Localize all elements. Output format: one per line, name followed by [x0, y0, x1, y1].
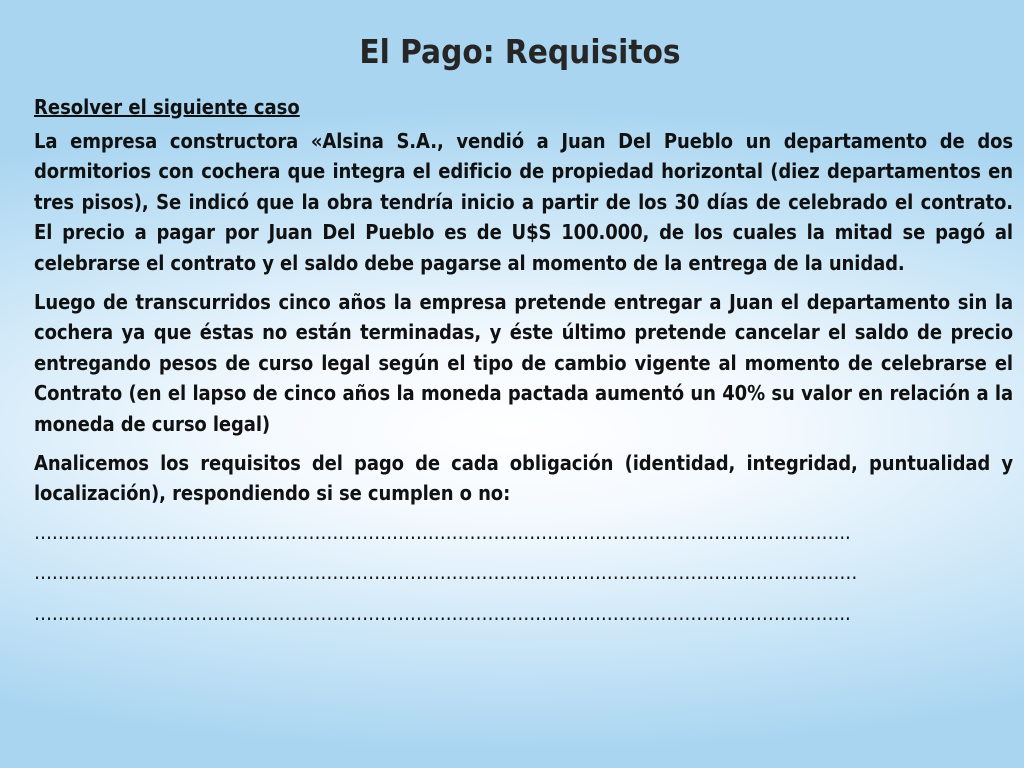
case-subtitle: Resolver el siguiente caso — [34, 95, 300, 119]
instruction-paragraph: Analicemos los requisitos del pago de cada obligación (identidad, integridad, puntualidad y localización), respondiendo si se cumplen o no: — [34, 450, 1013, 506]
answer-line: ……………………………………………………………………………………………………………………….. — [34, 600, 851, 625]
case-paragraph-1: La empresa constructora «Alsina S.A., vendió a Juan Del Pueblo un departamento de dos dormitorios con cochera que integra el edificio de propiedad horizontal (diez departamentos en tres pisos), Se indicó que la obra tendría inicio a partir de los 30 días de celebrado el contrato. El precio a pagar por Juan Del Pueblo es de U$S 100.000, de los cuales la mitad se pagó al celebrarse el contrato y el saldo debe pagarse al momento de la entrega de la unidad. — [34, 128, 1013, 275]
slide-content — [34, 92, 1013, 639]
slide-title: El Pago: Requisitos — [359, 32, 681, 71]
case-paragraph-2: Luego de transcurridos cinco años la empresa pretende entregar a Juan el departamento sin la cochera ya que éstas no están terminadas, y éste último pretende cancelar el saldo de precio entregando pesos de curso legal según el tipo de cambio vigente al momento de celebrarse el Contrato (en el lapso de cinco años la moneda pactada aumentó un 40% su valor en relación a la moneda de curso legal) — [34, 289, 1013, 436]
answer-line: ……………………………………………………………………………………………………………………….. — [34, 519, 851, 544]
answer-line: ………………………………………………………………………………………………………………………… — [34, 560, 858, 585]
